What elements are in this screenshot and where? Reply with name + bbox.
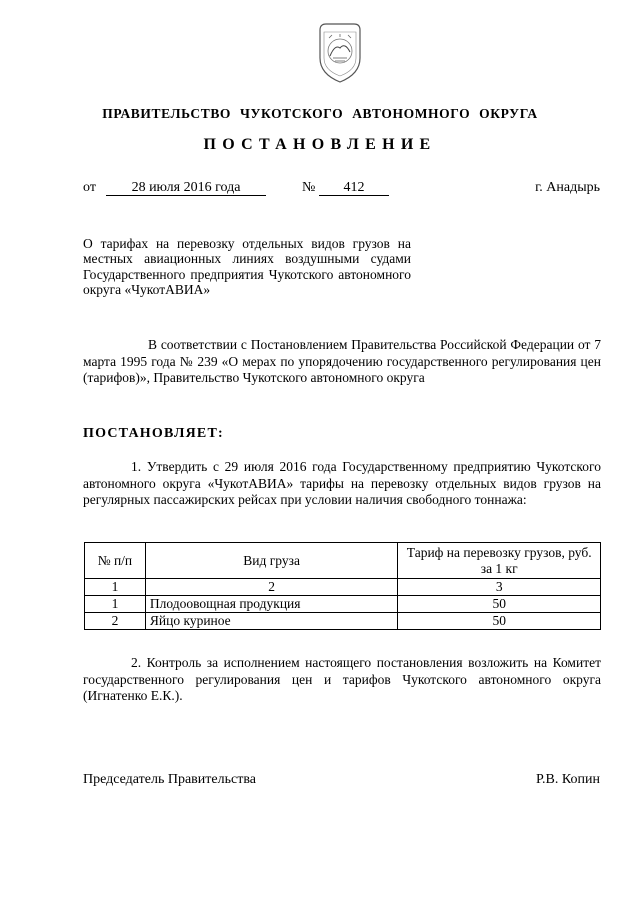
row-tariff: 50 [398,613,601,630]
table-row [85,596,601,613]
row-number: 2 [85,613,146,630]
numbering-cell: 1 [85,579,146,596]
numbering-cell: 3 [398,579,601,596]
table-numbering-row [85,579,601,596]
table-header-row [85,543,601,579]
header-cargo-type: Вид груза [145,543,398,579]
government-title: ПРАВИТЕЛЬСТВО ЧУКОТСКОГО АВТОНОМНОГО ОКРУГА [102,106,538,121]
item-2-paragraph: 2. Контроль за исполнением настоящего постановления возложить на Комитет государственного регулирования цен и тарифов Чукотского автономного округа (Игнатенко Е.К.). [83,655,601,703]
header-number: № п/п [85,543,146,579]
city: г. Анадырь [535,180,600,195]
row-number: 1 [85,596,146,613]
document-date: 28 июля 2016 года [106,180,266,196]
number-label: № [302,180,316,195]
signatory-position: Председатель Правительства [83,772,256,787]
row-cargo: Плодоовощная продукция [145,596,398,613]
tariff-table [84,542,601,630]
item-1-paragraph: 1. Утвердить с 29 июля 2016 года Государственному предприятию Чукотского автономного округа «ЧукотАВИА» тарифы на перевозку отдельных видов грузов на регулярных пассажирских рейсах при условии наличия свободного тоннажа: [83,459,601,507]
signatory-name: Р.В. Копин [536,772,600,787]
coat-of-arms-emblem [305,18,375,88]
row-cargo: Яйцо куриное [145,613,398,630]
preamble-paragraph: В соответствии с Постановлением Правительства Российской Федерации от 7 марта 1995 года № 239 «О мерах по упорядочению государственного регулирования цен (тарифов)», Правительство Чукотского автономного округа [83,337,601,385]
table-row [85,613,601,630]
numbering-cell: 2 [145,579,398,596]
row-tariff: 50 [398,596,601,613]
date-from-label: от [83,180,96,195]
document-subject: О тарифах на перевозку отдельных видов грузов на местных авиационных линиях воздушными судами Государственного предприятия Чукотского автономного округа «ЧукотАВИА» [83,236,411,297]
header-tariff: Тариф на перевозку грузов, руб. за 1 кг [398,543,601,579]
document-type-title: ПОСТАНОВЛЕНИЕ [203,136,437,153]
document-number: 412 [319,180,389,196]
decree-heading: ПОСТАНОВЛЯЕТ: [83,426,224,441]
